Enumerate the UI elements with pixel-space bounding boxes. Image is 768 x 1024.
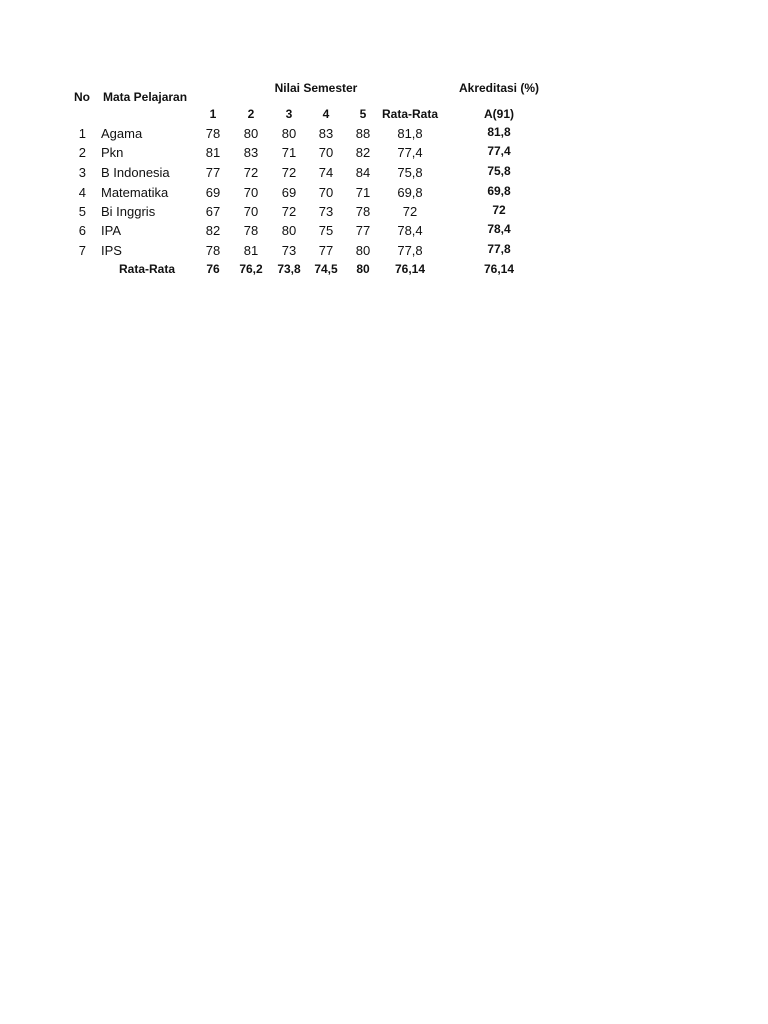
row-5-score-4: 73 [318, 204, 334, 219]
footer-label: Rata-Rata [119, 262, 176, 276]
row-7-subject: IPS [101, 243, 122, 258]
footer-score-2: 76,2 [239, 262, 263, 276]
row-1-subject: Agama [101, 126, 143, 141]
header-accreditation-sub: A(91) [483, 107, 514, 121]
row-5-average: 72 [402, 204, 418, 219]
footer-score-4: 74,5 [314, 262, 338, 276]
row-7-score-4: 77 [318, 243, 334, 258]
row-3-accreditation: 75,8 [487, 164, 511, 178]
row-7-accreditation: 77,8 [487, 242, 511, 256]
row-2-score-3: 71 [281, 145, 297, 160]
header-subject: Mata Pelajaran [103, 90, 188, 104]
row-2-average: 77,4 [397, 145, 423, 160]
header-semester-3: 3 [285, 107, 293, 121]
row-7-score-5: 80 [355, 243, 371, 258]
row-7-score-1: 78 [205, 243, 221, 258]
row-4-average: 69,8 [397, 185, 423, 200]
row-1-score-5: 88 [355, 126, 371, 141]
header-average: Rata-Rata [381, 107, 438, 121]
footer-accreditation: 76,14 [483, 262, 515, 276]
row-3-subject: B Indonesia [101, 165, 170, 180]
header-semester-4: 4 [322, 107, 330, 121]
row-7-score-2: 81 [243, 243, 259, 258]
footer-average: 76,14 [394, 262, 426, 276]
row-6-accreditation: 78,4 [487, 222, 511, 236]
header-semester-group: Nilai Semester [274, 81, 358, 95]
row-4-no: 4 [78, 185, 86, 200]
row-3-score-5: 84 [355, 165, 371, 180]
row-3-no: 3 [78, 165, 86, 180]
row-4-subject: Matematika [101, 185, 169, 200]
footer-score-5: 80 [356, 262, 370, 276]
header-semester-1: 1 [209, 107, 217, 121]
row-5-score-1: 67 [205, 204, 221, 219]
row-5-score-3: 72 [281, 204, 297, 219]
row-1-score-2: 80 [243, 126, 259, 141]
footer-score-1: 76 [206, 262, 220, 276]
row-2-score-1: 81 [205, 145, 221, 160]
row-5-score-2: 70 [243, 204, 259, 219]
row-4-accreditation: 69,8 [487, 184, 511, 198]
row-3-score-1: 77 [205, 165, 221, 180]
header-semester-5: 5 [359, 107, 367, 121]
row-2-subject: Pkn [101, 145, 124, 160]
row-7-average: 77,8 [397, 243, 423, 258]
row-7-score-3: 73 [281, 243, 297, 258]
row-6-average: 78,4 [397, 223, 423, 238]
row-6-no: 6 [78, 223, 86, 238]
row-5-subject: Bi Inggris [101, 204, 156, 219]
row-6-subject: IPA [101, 223, 121, 238]
row-4-score-2: 70 [243, 185, 259, 200]
row-2-score-5: 82 [355, 145, 371, 160]
row-6-score-4: 75 [318, 223, 334, 238]
row-5-no: 5 [78, 204, 86, 219]
row-2-accreditation: 77,4 [487, 144, 511, 158]
header-no: No [74, 90, 90, 104]
row-4-score-1: 69 [205, 185, 221, 200]
row-2-score-2: 83 [243, 145, 259, 160]
row-4-score-3: 69 [281, 185, 297, 200]
row-5-accreditation: 72 [492, 203, 506, 217]
row-1-no: 1 [78, 126, 86, 141]
row-3-score-2: 72 [243, 165, 259, 180]
row-1-average: 81,8 [397, 126, 423, 141]
row-1-score-1: 78 [205, 126, 221, 141]
row-5-score-5: 78 [355, 204, 371, 219]
row-3-average: 75,8 [397, 165, 423, 180]
row-4-score-4: 70 [318, 185, 334, 200]
row-6-score-1: 82 [205, 223, 221, 238]
row-7-no: 7 [78, 243, 86, 258]
footer-score-3: 73,8 [277, 262, 301, 276]
row-1-accreditation: 81,8 [487, 125, 511, 139]
row-3-score-4: 74 [318, 165, 334, 180]
header-accreditation: Akreditasi (%) [458, 81, 540, 95]
row-2-score-4: 70 [318, 145, 334, 160]
row-6-score-3: 80 [281, 223, 297, 238]
header-semester-2: 2 [247, 107, 255, 121]
row-4-score-5: 71 [355, 185, 371, 200]
row-6-score-5: 77 [355, 223, 371, 238]
row-1-score-4: 83 [318, 126, 334, 141]
row-3-score-3: 72 [281, 165, 297, 180]
row-1-score-3: 80 [281, 126, 297, 141]
row-6-score-2: 78 [243, 223, 259, 238]
row-2-no: 2 [78, 145, 86, 160]
